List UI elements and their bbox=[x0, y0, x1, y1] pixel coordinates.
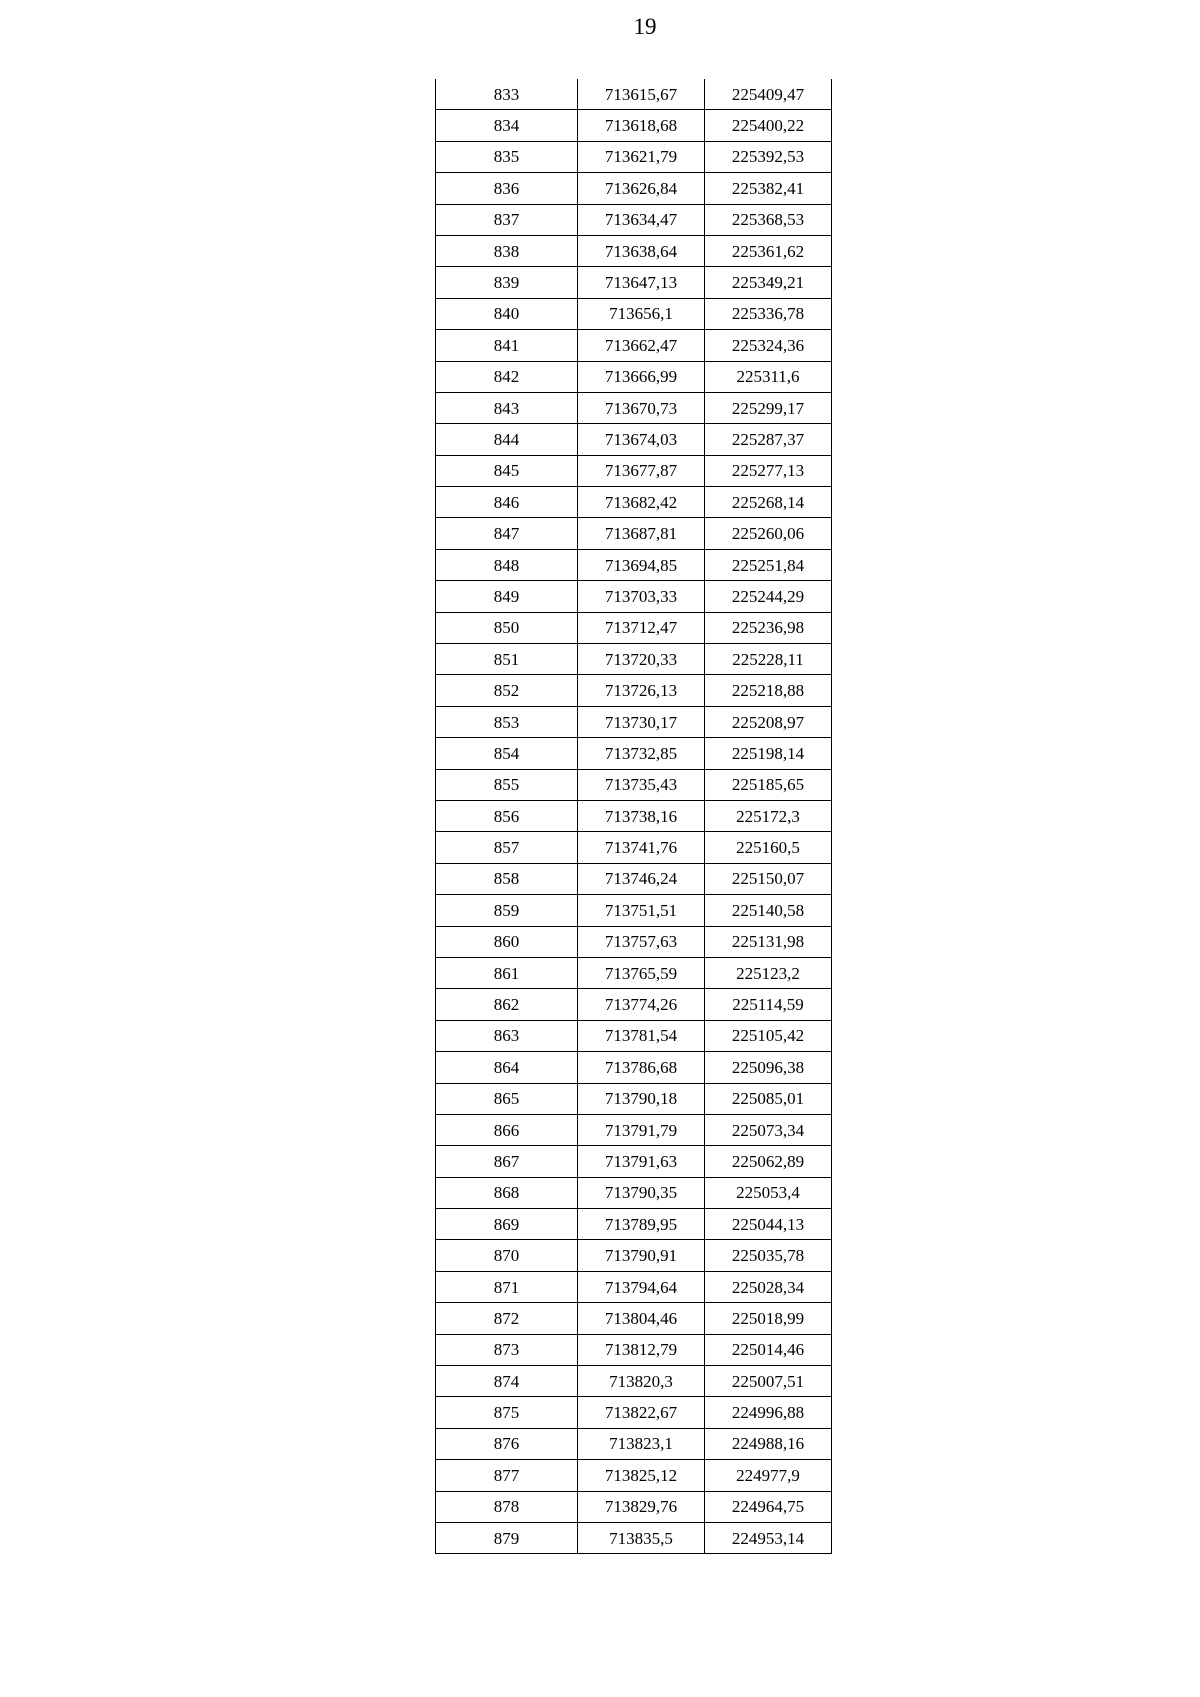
x-coordinate-cell: 713662,47 bbox=[578, 330, 705, 361]
y-coordinate-cell: 224953,14 bbox=[705, 1522, 832, 1553]
y-coordinate-cell: 225228,11 bbox=[705, 644, 832, 675]
y-coordinate-cell: 225409,47 bbox=[705, 79, 832, 110]
x-coordinate-cell: 713656,1 bbox=[578, 298, 705, 329]
point-number-cell: 852 bbox=[436, 675, 578, 706]
table-row bbox=[436, 1020, 832, 1051]
table-row bbox=[436, 612, 832, 643]
point-number-cell: 874 bbox=[436, 1366, 578, 1397]
point-number-cell: 875 bbox=[436, 1397, 578, 1428]
table-row bbox=[436, 330, 832, 361]
table-row bbox=[436, 738, 832, 769]
y-coordinate-cell: 225208,97 bbox=[705, 706, 832, 737]
y-coordinate-cell: 225018,99 bbox=[705, 1303, 832, 1334]
y-coordinate-cell: 225324,36 bbox=[705, 330, 832, 361]
table-row bbox=[436, 1366, 832, 1397]
x-coordinate-cell: 713823,1 bbox=[578, 1428, 705, 1459]
y-coordinate-cell: 225287,37 bbox=[705, 424, 832, 455]
table-row bbox=[436, 1271, 832, 1302]
table-row bbox=[436, 1052, 832, 1083]
table-row bbox=[436, 361, 832, 392]
y-coordinate-cell: 225085,01 bbox=[705, 1083, 832, 1114]
x-coordinate-cell: 713781,54 bbox=[578, 1020, 705, 1051]
table-row bbox=[436, 675, 832, 706]
y-coordinate-cell: 225105,42 bbox=[705, 1020, 832, 1051]
point-number-cell: 833 bbox=[436, 79, 578, 110]
y-coordinate-cell: 225150,07 bbox=[705, 863, 832, 894]
point-number-cell: 865 bbox=[436, 1083, 578, 1114]
y-coordinate-cell: 225311,6 bbox=[705, 361, 832, 392]
point-number-cell: 840 bbox=[436, 298, 578, 329]
table-row bbox=[436, 173, 832, 204]
table-row bbox=[436, 1146, 832, 1177]
x-coordinate-cell: 713730,17 bbox=[578, 706, 705, 737]
y-coordinate-cell: 225299,17 bbox=[705, 392, 832, 423]
x-coordinate-cell: 713790,35 bbox=[578, 1177, 705, 1208]
x-coordinate-cell: 713732,85 bbox=[578, 738, 705, 769]
x-coordinate-cell: 713757,63 bbox=[578, 926, 705, 957]
point-number-cell: 868 bbox=[436, 1177, 578, 1208]
table-row bbox=[436, 1083, 832, 1114]
table-row bbox=[436, 1114, 832, 1145]
point-number-cell: 863 bbox=[436, 1020, 578, 1051]
x-coordinate-cell: 713638,64 bbox=[578, 235, 705, 266]
point-number-cell: 867 bbox=[436, 1146, 578, 1177]
x-coordinate-cell: 713670,73 bbox=[578, 392, 705, 423]
x-coordinate-cell: 713682,42 bbox=[578, 487, 705, 518]
point-number-cell: 876 bbox=[436, 1428, 578, 1459]
y-coordinate-cell: 225218,88 bbox=[705, 675, 832, 706]
table-row bbox=[436, 1428, 832, 1459]
y-coordinate-cell: 225268,14 bbox=[705, 487, 832, 518]
point-number-cell: 871 bbox=[436, 1271, 578, 1302]
y-coordinate-cell: 225044,13 bbox=[705, 1209, 832, 1240]
x-coordinate-cell: 713741,76 bbox=[578, 832, 705, 863]
y-coordinate-cell: 224964,75 bbox=[705, 1491, 832, 1522]
point-number-cell: 837 bbox=[436, 204, 578, 235]
y-coordinate-cell: 225198,14 bbox=[705, 738, 832, 769]
point-number-cell: 844 bbox=[436, 424, 578, 455]
point-number-cell: 869 bbox=[436, 1209, 578, 1240]
table-row bbox=[436, 235, 832, 266]
table-row bbox=[436, 1522, 832, 1553]
point-number-cell: 858 bbox=[436, 863, 578, 894]
table-row bbox=[436, 1209, 832, 1240]
table-row bbox=[436, 392, 832, 423]
table-row bbox=[436, 1240, 832, 1271]
table-row bbox=[436, 424, 832, 455]
point-number-cell: 838 bbox=[436, 235, 578, 266]
point-number-cell: 873 bbox=[436, 1334, 578, 1365]
table-row bbox=[436, 769, 832, 800]
x-coordinate-cell: 713726,13 bbox=[578, 675, 705, 706]
x-coordinate-cell: 713765,59 bbox=[578, 957, 705, 988]
point-number-cell: 856 bbox=[436, 800, 578, 831]
y-coordinate-cell: 225073,34 bbox=[705, 1114, 832, 1145]
table-row bbox=[436, 1491, 832, 1522]
y-coordinate-cell: 225251,84 bbox=[705, 549, 832, 580]
x-coordinate-cell: 713712,47 bbox=[578, 612, 705, 643]
x-coordinate-cell: 713790,18 bbox=[578, 1083, 705, 1114]
point-number-cell: 857 bbox=[436, 832, 578, 863]
x-coordinate-cell: 713687,81 bbox=[578, 518, 705, 549]
page-number: 19 bbox=[633, 14, 657, 39]
y-coordinate-cell: 225361,62 bbox=[705, 235, 832, 266]
table-row bbox=[436, 832, 832, 863]
y-coordinate-cell: 224977,9 bbox=[705, 1460, 832, 1491]
point-number-cell: 847 bbox=[436, 518, 578, 549]
x-coordinate-cell: 713751,51 bbox=[578, 895, 705, 926]
y-coordinate-cell: 225035,78 bbox=[705, 1240, 832, 1271]
x-coordinate-cell: 713694,85 bbox=[578, 549, 705, 580]
table-row bbox=[436, 644, 832, 675]
table-row bbox=[436, 204, 832, 235]
y-coordinate-cell: 225277,13 bbox=[705, 455, 832, 486]
x-coordinate-cell: 713647,13 bbox=[578, 267, 705, 298]
y-coordinate-cell: 225123,2 bbox=[705, 957, 832, 988]
point-number-cell: 879 bbox=[436, 1522, 578, 1553]
table-row bbox=[436, 487, 832, 518]
point-number-cell: 866 bbox=[436, 1114, 578, 1145]
table-row bbox=[436, 1334, 832, 1365]
x-coordinate-cell: 713791,79 bbox=[578, 1114, 705, 1145]
y-coordinate-cell: 225014,46 bbox=[705, 1334, 832, 1365]
point-number-cell: 849 bbox=[436, 581, 578, 612]
x-coordinate-cell: 713835,5 bbox=[578, 1522, 705, 1553]
table-row bbox=[436, 455, 832, 486]
table-row bbox=[436, 518, 832, 549]
point-number-cell: 836 bbox=[436, 173, 578, 204]
x-coordinate-cell: 713812,79 bbox=[578, 1334, 705, 1365]
point-number-cell: 834 bbox=[436, 110, 578, 141]
point-number-cell: 853 bbox=[436, 706, 578, 737]
x-coordinate-cell: 713720,33 bbox=[578, 644, 705, 675]
point-number-cell: 878 bbox=[436, 1491, 578, 1522]
coordinates-table bbox=[435, 79, 832, 1554]
y-coordinate-cell: 225140,58 bbox=[705, 895, 832, 926]
point-number-cell: 846 bbox=[436, 487, 578, 518]
table-row bbox=[436, 141, 832, 172]
table-row bbox=[436, 863, 832, 894]
point-number-cell: 860 bbox=[436, 926, 578, 957]
table-row bbox=[436, 549, 832, 580]
y-coordinate-cell: 225131,98 bbox=[705, 926, 832, 957]
x-coordinate-cell: 713786,68 bbox=[578, 1052, 705, 1083]
table-row bbox=[436, 957, 832, 988]
x-coordinate-cell: 713794,64 bbox=[578, 1271, 705, 1302]
y-coordinate-cell: 225096,38 bbox=[705, 1052, 832, 1083]
table-row bbox=[436, 706, 832, 737]
table-row bbox=[436, 267, 832, 298]
point-number-cell: 841 bbox=[436, 330, 578, 361]
y-coordinate-cell: 225062,89 bbox=[705, 1146, 832, 1177]
table-row bbox=[436, 581, 832, 612]
point-number-cell: 855 bbox=[436, 769, 578, 800]
point-number-cell: 862 bbox=[436, 989, 578, 1020]
x-coordinate-cell: 713820,3 bbox=[578, 1366, 705, 1397]
point-number-cell: 854 bbox=[436, 738, 578, 769]
x-coordinate-cell: 713746,24 bbox=[578, 863, 705, 894]
coordinates-table-body bbox=[436, 79, 832, 1554]
x-coordinate-cell: 713790,91 bbox=[578, 1240, 705, 1271]
x-coordinate-cell: 713822,67 bbox=[578, 1397, 705, 1428]
x-coordinate-cell: 713666,99 bbox=[578, 361, 705, 392]
x-coordinate-cell: 713774,26 bbox=[578, 989, 705, 1020]
y-coordinate-cell: 225053,4 bbox=[705, 1177, 832, 1208]
y-coordinate-cell: 225007,51 bbox=[705, 1366, 832, 1397]
point-number-cell: 843 bbox=[436, 392, 578, 423]
table-row bbox=[436, 110, 832, 141]
x-coordinate-cell: 713674,03 bbox=[578, 424, 705, 455]
y-coordinate-cell: 225368,53 bbox=[705, 204, 832, 235]
table-row bbox=[436, 989, 832, 1020]
table-row bbox=[436, 1303, 832, 1334]
y-coordinate-cell: 225172,3 bbox=[705, 800, 832, 831]
table-row bbox=[436, 1177, 832, 1208]
y-coordinate-cell: 224988,16 bbox=[705, 1428, 832, 1459]
point-number-cell: 842 bbox=[436, 361, 578, 392]
x-coordinate-cell: 713789,95 bbox=[578, 1209, 705, 1240]
y-coordinate-cell: 225349,21 bbox=[705, 267, 832, 298]
point-number-cell: 859 bbox=[436, 895, 578, 926]
y-coordinate-cell: 225392,53 bbox=[705, 141, 832, 172]
x-coordinate-cell: 713791,63 bbox=[578, 1146, 705, 1177]
x-coordinate-cell: 713829,76 bbox=[578, 1491, 705, 1522]
x-coordinate-cell: 713677,87 bbox=[578, 455, 705, 486]
x-coordinate-cell: 713825,12 bbox=[578, 1460, 705, 1491]
point-number-cell: 839 bbox=[436, 267, 578, 298]
point-number-cell: 850 bbox=[436, 612, 578, 643]
y-coordinate-cell: 225260,06 bbox=[705, 518, 832, 549]
x-coordinate-cell: 713804,46 bbox=[578, 1303, 705, 1334]
table-row bbox=[436, 79, 832, 110]
x-coordinate-cell: 713703,33 bbox=[578, 581, 705, 612]
y-coordinate-cell: 225185,65 bbox=[705, 769, 832, 800]
point-number-cell: 870 bbox=[436, 1240, 578, 1271]
point-number-cell: 864 bbox=[436, 1052, 578, 1083]
y-coordinate-cell: 224996,88 bbox=[705, 1397, 832, 1428]
point-number-cell: 877 bbox=[436, 1460, 578, 1491]
y-coordinate-cell: 225244,29 bbox=[705, 581, 832, 612]
table-row bbox=[436, 1397, 832, 1428]
x-coordinate-cell: 713618,68 bbox=[578, 110, 705, 141]
x-coordinate-cell: 713626,84 bbox=[578, 173, 705, 204]
point-number-cell: 851 bbox=[436, 644, 578, 675]
table-row bbox=[436, 800, 832, 831]
table-row bbox=[436, 926, 832, 957]
y-coordinate-cell: 225114,59 bbox=[705, 989, 832, 1020]
x-coordinate-cell: 713735,43 bbox=[578, 769, 705, 800]
point-number-cell: 848 bbox=[436, 549, 578, 580]
point-number-cell: 872 bbox=[436, 1303, 578, 1334]
table-row bbox=[436, 1460, 832, 1491]
x-coordinate-cell: 713615,67 bbox=[578, 79, 705, 110]
table-row bbox=[436, 298, 832, 329]
x-coordinate-cell: 713621,79 bbox=[578, 141, 705, 172]
y-coordinate-cell: 225336,78 bbox=[705, 298, 832, 329]
point-number-cell: 845 bbox=[436, 455, 578, 486]
table-row bbox=[436, 895, 832, 926]
y-coordinate-cell: 225028,34 bbox=[705, 1271, 832, 1302]
y-coordinate-cell: 225400,22 bbox=[705, 110, 832, 141]
y-coordinate-cell: 225236,98 bbox=[705, 612, 832, 643]
x-coordinate-cell: 713738,16 bbox=[578, 800, 705, 831]
x-coordinate-cell: 713634,47 bbox=[578, 204, 705, 235]
y-coordinate-cell: 225160,5 bbox=[705, 832, 832, 863]
point-number-cell: 861 bbox=[436, 957, 578, 988]
y-coordinate-cell: 225382,41 bbox=[705, 173, 832, 204]
point-number-cell: 835 bbox=[436, 141, 578, 172]
